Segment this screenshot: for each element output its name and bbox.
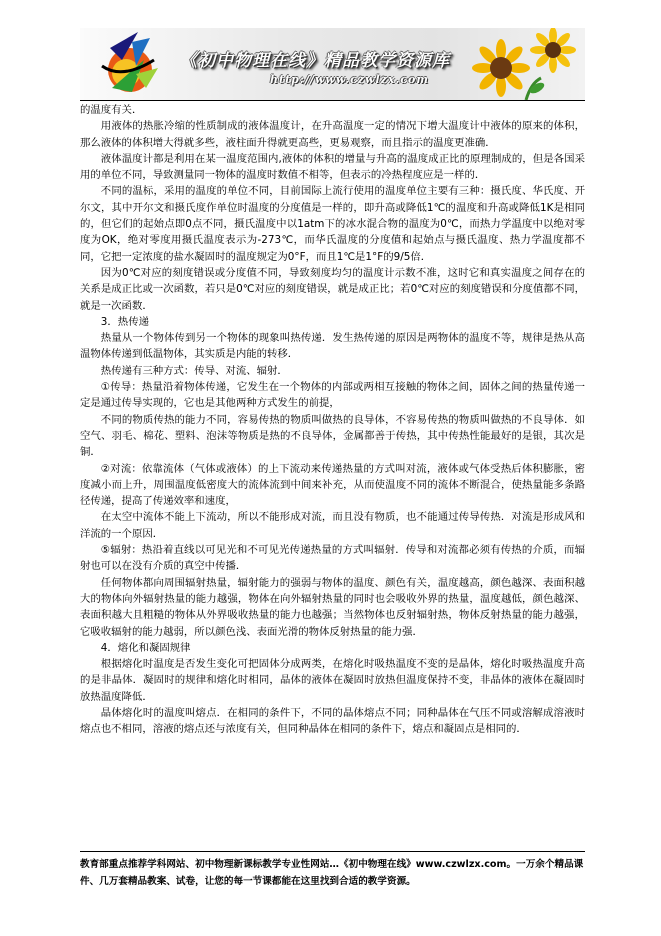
paragraph: 热量从一个物体传到另一个物体的现象叫热传递．发生热传递的原因是两物体的温度不等，规律是热从高温物体传递到低温物体，其实质是内能的转移． xyxy=(80,332,585,361)
paragraph: 任何物体都向周围辐射热量，辐射能力的强弱与物体的温度、颜色有关，温度越高，颜色越深、表面积越大的物体向外辐射热量的能力越强，物体在向外辐射热量的同时也会吸收外界的热量，温度越低，颜色越深、表面积越大且粗糙的物体从外界吸收热量的能力也越强；当然物体也反射辐射热，物体反射热量的能力越强，它吸收辐射的能力越弱，所以颜色浅、表面光滑的物体反射热量的能力强． xyxy=(80,576,585,638)
banner-title: 《初中物理在线》精品教学资源库 xyxy=(180,51,450,71)
paragraph: ①传导：热量沿着物体传递，它发生在一个物体的内部或两相互接触的物体之间，固体之间的热量传递一定是通过传导实现的，它也是其他两种方式发生的前提， xyxy=(80,381,585,410)
paragraph: 晶体熔化时的温度叫熔点．在相同的条件下，不同的晶体熔点不同；同种晶体在气压不同或溶解成溶液时熔点也不相同，溶液的熔点还与浓度有关，但同种晶体在相同的条件下，熔点和凝固点是相同的． xyxy=(80,706,585,736)
paragraph: 的温度有关． xyxy=(80,104,143,116)
section-heading: 3．热传递 xyxy=(100,315,149,328)
banner-url: http://www.czwlzx.com xyxy=(270,73,429,86)
paragraph: 用液体的热胀冷缩的性质制成的液体温度计，在升高温度一定的情况下增大温度计中液体的原来的体积，那么液体的体积增大得就多些，液柱面升得就更高些，更易观察，而且指示的温度更准确． xyxy=(80,120,585,149)
header-divider xyxy=(80,100,585,101)
sunflower-image xyxy=(471,28,581,100)
footer-divider xyxy=(80,851,585,852)
paragraph: ②对流：依靠流体（气体或液体）的上下流动来传递热量的方式叫对流，液体或气体受热后体积膨胀，密度减小而上升，周围温度低密度大的流体流到中间来补充，从而使温度不同的流体不断混合，使热量能多条路径传递，提高了传递效率和速度， xyxy=(80,462,585,508)
site-logo xyxy=(92,30,172,98)
footer-text: 教育部重点推荐学科网站、初中物理新课标教学专业性网站…《初中物理在线》www.czwlzx.com。一万余个精品课件、几万套精品教案、试卷，让您的每一节课都能在这里找到合适的教学资源。 xyxy=(80,859,584,887)
paragraph: 液体温度计都是利用在某一温度范围内,液体的体积的增量与升高的温度成正比的原理制成的，但是各国采用的单位不同，导致测量同一物体的温度时数值不相等，但表示的冷热程度应是一样的． xyxy=(80,152,585,182)
document-body xyxy=(80,102,585,738)
paragraph: 根据熔化时温度是否发生变化可把固体分成两类，在熔化时吸热温度不变的是晶体，熔化时吸热温度升高的是非晶体．凝固时的规律和熔化时相同，晶体的液体在凝固时放热但温度保持不变，非晶体的液体在凝固时放热温度降低． xyxy=(80,658,585,703)
header-banner xyxy=(80,28,585,100)
paragraph: 不同的温标，采用的温度的单位不同，目前国际上流行使用的温度单位主要有三种：摄氏度、华氏度、开尔文，其中开尔文和摄氏度作单位时温度的分度值是一样的，即升高或降低1℃的温度和升高或降低1K是相同的，但它们的起始点即0点不同，摄氏温度中以1atm下的冰水混合物的温度为0℃，而热力学温度中以绝对零度为OK，绝对零度用摄氏温度表示为-273℃，而华氏温度的分度值和起始点与摄氏温度、热力学温度都不同，它把一定浓度的盐水凝固时的温度规定为0°F，而且1℃是1°F的9/5倍． xyxy=(80,185,585,263)
paragraph: 因为0℃对应的刻度错误或分度值不同，导致刻度均匀的温度计示数不准，这时它和真实温度之间存在的关系是成正比或一次函数，若只是0℃对应的刻度错误，就是成正比；若0℃对应的刻度错误和分度值都不同，就是一次函数． xyxy=(80,266,585,312)
paragraph: 热传递有三种方式：传导、对流、辐射． xyxy=(100,364,288,377)
paragraph: ⑤辐射：热沿着直线以可见光和不可见光传递热量的方式叫辐射．传导和对流都必须有传热的介质，而辐射也可以在没有介质的真空中传播． xyxy=(80,544,585,573)
section-heading: 4．熔化和凝固规律 xyxy=(100,641,191,654)
paragraph: 在太空中流体不能上下流动，所以不能形成对流，而且没有物质，也不能通过传导传热．对流是形成风和洋流的一个原因． xyxy=(80,511,585,540)
paragraph: 不同的物质传热的能力不同，容易传热的物质叫做热的良导体，不容易传热的物质叫做热的不良导体．如空气、羽毛、棉花、塑料、泡沫等物质是热的不良导体，金属都善于传热，其中传热性能最好的是银，其次是铜． xyxy=(80,413,585,459)
